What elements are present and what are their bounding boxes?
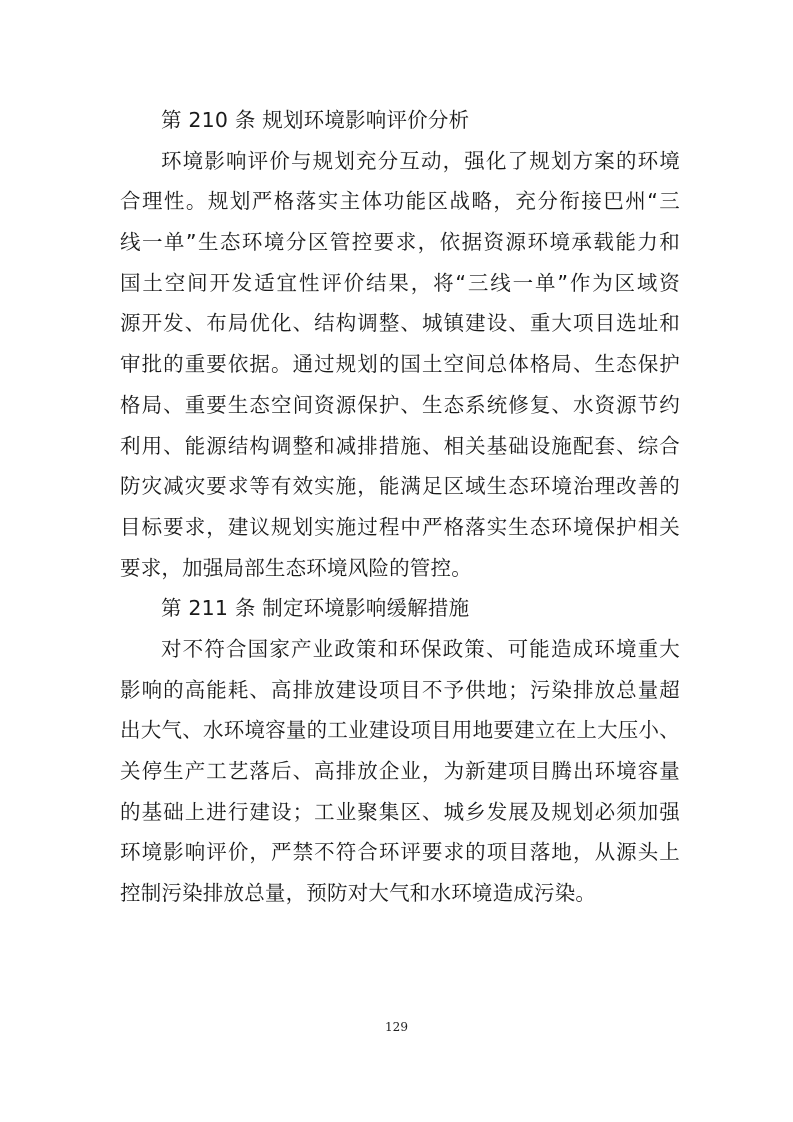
- article-210-line: 审批的重要依据。通过规划的国土空间总体格局、生态保护: [120, 352, 680, 377]
- article-210-line: 源开发、布局优化、结构调整、城镇建设、重大项目选址和: [120, 311, 680, 336]
- article-210-line: 线一单”生态环境分区管控要求，依据资源环境承载能力和: [120, 230, 680, 255]
- article-211-line: 环境影响评价，严禁不符合环评要求的项目落地，从源头上: [120, 840, 680, 865]
- article-211-line: 影响的高能耗、高排放建设项目不予供地；污染排放总量超: [120, 677, 680, 702]
- page-number: 129: [385, 1020, 408, 1034]
- article-210-line: 利用、能源结构调整和减排措施、相关基础设施配套、综合: [120, 433, 680, 458]
- article-210-line: 目标要求，建议规划实施过程中严格落实生态环境保护相关: [120, 514, 680, 539]
- article-210-line: 格局、重要生态空间资源保护、生态系统修复、水资源节约: [120, 392, 680, 417]
- article-210-line: 要求，加强局部生态环境风险的管控。: [120, 555, 472, 580]
- article-210-line: 防灾减灾要求等有效实施，能满足区域生态环境治理改善的: [120, 474, 680, 499]
- article-211-line: 的基础上进行建设；工业聚集区、城乡发展及规划必须加强: [120, 799, 680, 824]
- article-210-line: 环境影响评价与规划充分互动，强化了规划方案的环境: [161, 148, 680, 173]
- article-210-line: 国土空间开发适宜性评价结果，将“三线一单”作为区域资: [120, 270, 680, 295]
- article-210-heading: 第 210 条 规划环境影响评价分析: [161, 108, 470, 132]
- article-211-line: 关停生产工艺落后、高排放企业，为新建项目腾出环境容量: [120, 759, 680, 783]
- article-211-line: 控制污染排放总量，预防对大气和水环境造成污染。: [120, 881, 597, 906]
- article-211-heading: 第 211 条 制定环境影响缓解措施: [161, 596, 470, 621]
- document-body: [120, 100, 680, 914]
- article-210-line: 合理性。规划严格落实主体功能区战略，充分衔接巴州“三: [120, 189, 680, 214]
- article-211-line: 出大气、水环境容量的工业建设项目用地要建立在上大压小、: [120, 718, 680, 743]
- article-211-line: 对不符合国家产业政策和环保政策、可能造成环境重大: [161, 636, 680, 661]
